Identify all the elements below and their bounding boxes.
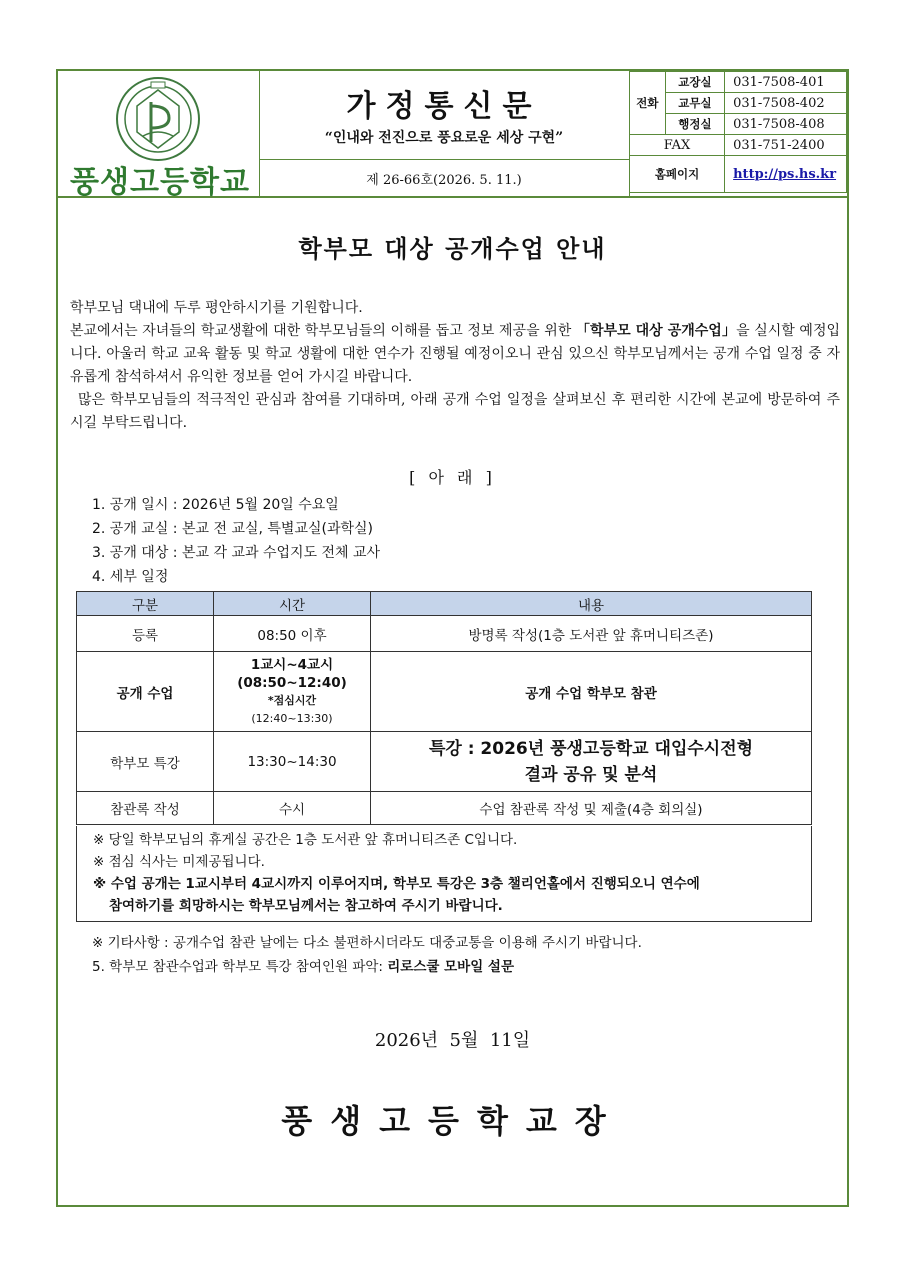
column-header: 구분 [77, 592, 214, 616]
issue-cell [259, 159, 630, 196]
table-row [77, 616, 812, 652]
school-seal-icon [115, 76, 201, 162]
request-paragraph: 많은 학부모님들의 적극적인 관심과 참여를 기대하며, 아래 공개 수업 일정을 살펴보신 후 편리한 시간에 본교에 방문하여 주시길 부탁드립니다. [70, 392, 840, 431]
time-line: (08:50~12:40) [237, 674, 347, 691]
contact-label: 교장실 [665, 72, 724, 93]
time-cell [214, 652, 371, 732]
body-text: 본교에서는 자녀들의 학교생활에 대한 학부모님들의 이해를 돕고 정보 제공을 위한 [70, 323, 576, 339]
note-line: ※ 수업 공개는 1교시부터 4교시까지 이루어지며, 학부모 특강은 3층 챌리언홀에서 진행되오니 연수에 [93, 876, 700, 892]
list-item: 3. 공개 대상 : 본교 각 교과 수업지도 전체 교사 [92, 545, 381, 561]
schedule-table [76, 591, 812, 825]
notice-title: 학부모 대상 공개수업 안내 [298, 235, 607, 263]
doc-title: 가정통신문 [346, 89, 542, 124]
category-cell: 등록 [77, 616, 214, 652]
list-item: 4. 세부 일정 [92, 569, 169, 585]
category-cell: 학부모 특강 [77, 732, 214, 792]
body-text: 을 실시할 예정입니다. 아울러 학교 교육 활동 및 학교 생활에 대한 연수가 진행될 예정이오니 관심 있으신 학부모님께서는 공개 수업 일정 중 자유롭게 참석하셔서 유익한 정보를 얻어 가시길 바랍니다. [70, 323, 841, 385]
content-cell: 공개 수업 학부모 참관 [371, 652, 812, 732]
content-cell: 수업 참관록 작성 및 제출(4층 회의실) [371, 792, 812, 825]
intro-paragraph [70, 297, 840, 435]
document-frame [56, 69, 849, 1207]
slogan: “인내와 전진으로 풍요로운 세상 구현” [324, 130, 564, 146]
time-cell: 13:30~14:30 [214, 732, 371, 792]
title-cell [259, 71, 630, 160]
letterhead [58, 71, 847, 198]
homepage-cell [725, 156, 847, 193]
list-item: 2. 공개 교실 : 본교 전 교실, 특별교실(과학실) [92, 521, 373, 537]
table-row [77, 652, 812, 732]
logo-cell [58, 71, 260, 200]
note-line: ※ 당일 학부모님의 휴게실 공간은 1층 도서관 앞 휴머니티즈존 C입니다. [93, 832, 518, 848]
list-item: 1. 공개 일시 : 2026년 5월 20일 수요일 [92, 497, 339, 513]
below-heading: [ 아 래 ] [409, 468, 496, 487]
body-paragraph [70, 320, 840, 389]
issue-number: 제 26-66호(2026. 5. 11.) [366, 173, 522, 188]
fax-label: FAX [630, 135, 725, 156]
contact-label: 행정실 [665, 114, 724, 135]
event-name: 「학부모 대상 공개수업」 [575, 323, 737, 339]
contact-label: 교무실 [665, 93, 724, 114]
lecture-title-line: 특강 : 2026년 풍생고등학교 대입수시전형 [428, 738, 754, 759]
school-name-logo: 풍생고등학교 [70, 165, 250, 200]
column-header: 시간 [214, 592, 371, 616]
contact-number: 031-7508-401 [725, 72, 847, 93]
note-line: 참여하기를 희망하시는 학부모님께서는 참고하여 주시기 바랍니다. [109, 898, 503, 914]
phone-label: 전화 [630, 72, 666, 135]
time-cell: 수시 [214, 792, 371, 825]
time-line: 1교시~4교시 [250, 656, 334, 673]
table-header-row [77, 592, 812, 616]
table-row [77, 792, 812, 825]
issue-date: 2026년 5월 11일 [374, 1030, 531, 1051]
time-cell: 08:50 이후 [214, 616, 371, 652]
fax-number: 031-751-2400 [725, 135, 847, 156]
homepage-label: 홈페이지 [630, 156, 725, 193]
principal-signature: 풍생고등학교장 [281, 1102, 624, 1140]
survey-item [92, 955, 514, 975]
schedule-notes [76, 826, 812, 922]
column-header: 내용 [371, 592, 812, 616]
content-cell: 방명록 작성(1층 도서관 앞 휴머니티즈존) [371, 616, 812, 652]
contact-number: 031-7508-408 [725, 114, 847, 135]
time-line: (12:40~13:30) [251, 711, 333, 725]
etc-note: ※ 기타사항 : 공개수업 참관 날에는 다소 불편하시더라도 대중교통을 이용해 주시기 바랍니다. [92, 935, 642, 951]
content-cell [371, 732, 812, 792]
greeting: 학부모님 댁내에 두루 평안하시기를 기원합니다. [70, 300, 363, 316]
homepage-link[interactable]: http://ps.hs.kr [733, 166, 837, 182]
contact-number: 031-7508-402 [725, 93, 847, 114]
category-cell: 공개 수업 [77, 652, 214, 732]
survey-text: 5. 학부모 참관수업과 학부모 특강 참여인원 파악: [92, 959, 388, 975]
category-cell: 참관록 작성 [77, 792, 214, 825]
table-row [77, 732, 812, 792]
contact-table [629, 71, 847, 193]
lecture-title-line: 결과 공유 및 분석 [524, 764, 658, 785]
survey-method: 리로스쿨 모바일 설문 [387, 959, 515, 975]
time-line: *점심시간 [267, 693, 317, 707]
note-line: ※ 점심 식사는 미제공됩니다. [93, 854, 265, 870]
